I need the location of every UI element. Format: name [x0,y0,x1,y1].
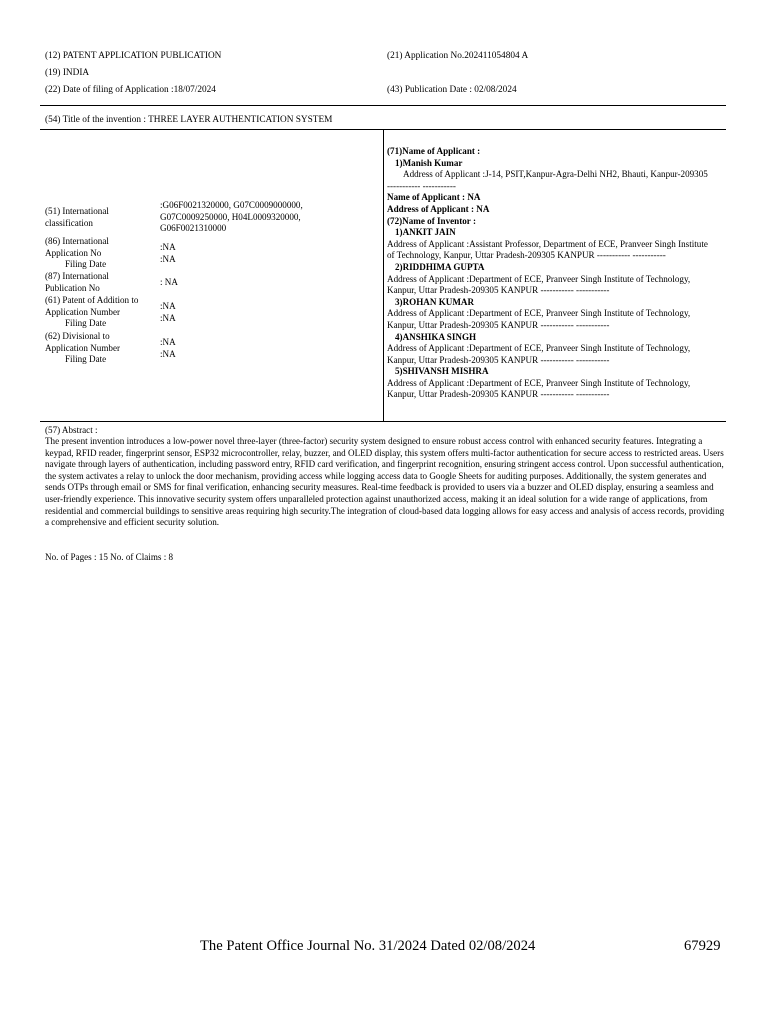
inventor-address: Address of Applicant :Department of ECE, Pranveer Singh Institute of Technology, Kanpur, Uttar Pradesh-209305 KANPUR ----------- ----------- [387,377,691,400]
page-number: 67929 [684,938,721,954]
abstract-heading: (57) Abstract : [45,425,98,435]
divisional-value: :NA :NA [160,337,176,359]
inventor-address: Address of Applicant :Department of ECE, Pranveer Singh Institute of Technology, Kanpur, Uttar Pradesh-209305 KANPUR ----------- ----------- [387,308,691,330]
inventor-name: 4)ANSHIKA SINGH [395,331,477,342]
inventor-name: 2)RIDDHIMA GUPTA [395,261,485,272]
applicant-name-na: Name of Applicant : NA [387,192,481,203]
inventor-name: 3)ROHAN KUMAR [395,296,475,307]
rule-column [383,129,384,422]
invention-title: (54) Title of the invention : THREE LAYER AUTHENTICATION SYSTEM [45,115,333,125]
applicant-address: Address of Applicant :J-14, PSIT,Kanpur-Agra-Delhi NH2, Bhauti, Kanpur-209305 ----------- ----------- [387,169,708,191]
rule-bottom [40,421,726,422]
journal-footer: The Patent Office Journal No. 31/2024 Dated 02/08/2024 [200,938,536,954]
divisional-label: (62) Divisional to Application Number Filing Date [45,331,121,365]
abstract-text: The present invention introduces a low-power novel three-layer (three-factor) security system designed to ensure robust access control with enhanced security features. Integrating a keypad, RFID reader, fingerprint sensor, ESP32 microcontroller, relay, buzzer, and OLED display, this system offers multi-factor authentication for secure access to restricted areas. Users navigate through layers of authentication, including password entry, RFID card verification, and fingerprint recognition, ensuring stringent access control. Upon successful authentication, the system activates a relay to unlock the door mechanism, providing access while logging access data to Google Sheets for auditing purposes. Additionally, the system generates and sends OTPs through email or SMS for final verification, enhancing security measures. Real-time feedback is provided to users via a buzzer and OLED display, ensuring a seamless and user-friendly experience. This innovative security system offers unparalleled protection against unauthorized access, making it an ideal solution for a wide range of applications, from residential and commercial buildings to sensitive areas requiring high security.The integration of cloud-based data logging allows for easy access and analysis of access records, providing a comprehensive and efficient security solution. [45,436,725,528]
inventor-address: Address of Applicant :Assistant Professor, Department of ECE, Pranveer Singh Institute of Technology, Kanpur, Uttar Pradesh-209305 KANPUR ----------- ----------- [387,238,708,261]
inventor-address: Address of Applicant :Department of ECE, Pranveer Singh Institute of Technology, Kanpur, Uttar Pradesh-209305 KANPUR ----------- ----------- [387,343,691,365]
inventor-address: Address of Applicant :Department of ECE, Pranveer Singh Institute of Technology, Kanpur, Uttar Pradesh-209305 KANPUR ----------- ----------- [387,273,691,296]
applicant-inventor-column [387,146,712,401]
patent-addition-value: :NA :NA [160,301,176,323]
patent-addition-label: (61) Patent of Addition to Application Number Filing Date [45,295,139,329]
publication-date: (43) Publication Date : 02/08/2024 [387,85,517,95]
rule-top [40,105,726,106]
inventor-name: 5)SHIVANSH MISHRA [395,366,489,377]
pages-and-claims: No. of Pages : 15 No. of Claims : 8 [45,552,174,562]
applicant-heading: (71)Name of Applicant : [387,146,481,156]
intl-classification-value: :G06F0021320000, G07C0009000000, G07C0009250000, H04L0009320000, G06F0021310000 [160,200,303,234]
applicant-address-na: Address of Applicant : NA [387,203,490,214]
country: (19) INDIA [45,68,90,78]
publication-type: (12) PATENT APPLICATION PUBLICATION [45,51,222,61]
application-number: (21) Application No.202411054804 A [387,51,529,61]
filing-date: (22) Date of filing of Application :18/07/2024 [45,85,216,95]
applicant-name: 1)Manish Kumar [395,157,463,168]
intl-application-label: (86) International Application No Filing Date [45,236,109,270]
intl-publication-label: (87) International Publication No [45,271,109,293]
intl-publication-value: : NA [160,277,178,287]
inventor-name: 1)ANKIT JAIN [395,227,456,238]
intl-application-value: :NA :NA [160,242,176,264]
intl-classification-label: (51) International classification [45,206,109,228]
inventor-heading: (72)Name of Inventor : [387,215,476,226]
